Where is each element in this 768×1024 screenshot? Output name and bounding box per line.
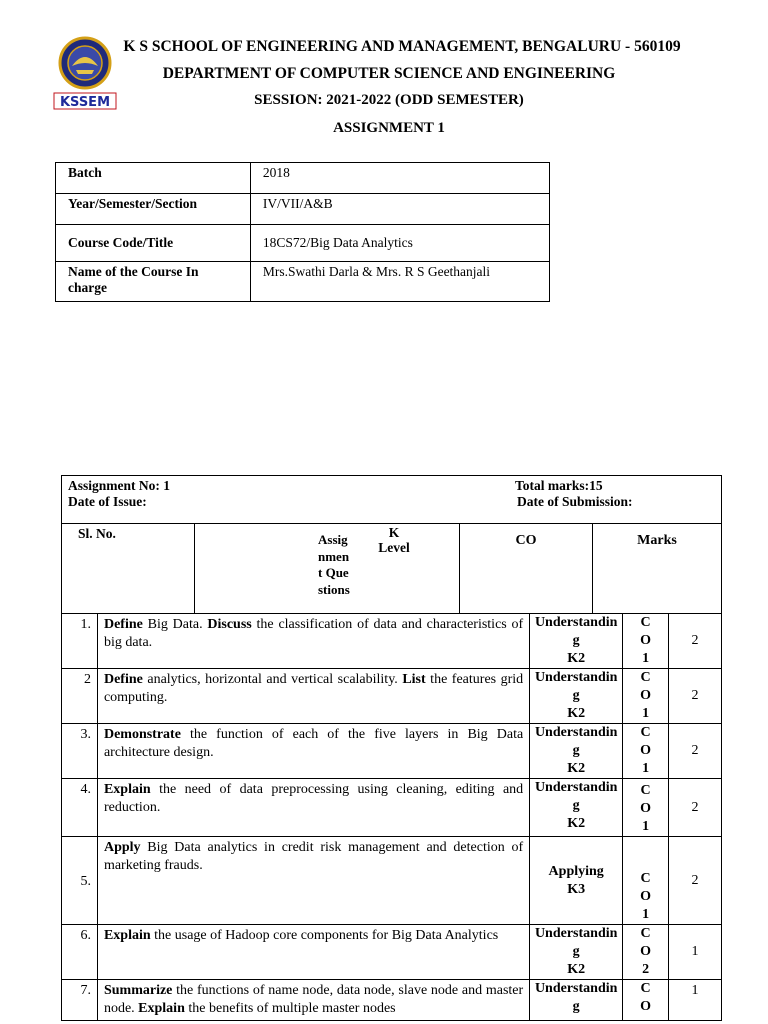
question-marks: 2: [669, 724, 722, 779]
question-number: 2: [62, 669, 98, 724]
info-value: 2018: [250, 163, 549, 194]
question-marks: 2: [669, 779, 722, 837]
question-number: 6.: [62, 925, 98, 980]
question-verb: Explain: [103, 782, 151, 797]
info-label: Course Code/Title: [56, 225, 251, 262]
question-text: Demonstrate the function of each of the five layers in Big Data architecture design.: [97, 724, 529, 779]
question-verb: Define: [103, 617, 143, 632]
course-outcome: C O: [623, 980, 669, 1021]
question-verb: Explain: [103, 928, 151, 943]
question-verb: List: [402, 672, 426, 687]
question-row: [62, 724, 722, 779]
question-number: 3.: [62, 724, 98, 779]
course-outcome: C O 2: [623, 925, 669, 980]
column-sl-no: Sl. No.: [78, 526, 116, 541]
k-level-cell: Applying K3: [530, 837, 623, 925]
k-level-cell: Understandin g K2: [530, 779, 623, 837]
info-value: 18CS72/Big Data Analytics: [250, 225, 549, 262]
question-text: Apply Big Data analytics in credit risk management and detection of marketing frauds.: [97, 837, 529, 925]
course-outcome: C O 1: [623, 724, 669, 779]
question-row: [62, 779, 722, 837]
logo-text: KSSEM: [59, 95, 111, 110]
question-marks: 2: [669, 837, 722, 925]
course-outcome: C O 1: [623, 779, 669, 837]
question-verb: Demonstrate: [103, 727, 181, 742]
course-outcome: C O 1: [623, 614, 669, 669]
course-info-table: [55, 162, 550, 302]
question-text: Summarize the functions of name node, data node, slave node and master node. Explain the benefits of multiple master nodes: [97, 980, 529, 1021]
question-row: [62, 980, 722, 1021]
session-title: SESSION: 2021-2022 (ODD SEMESTER): [254, 92, 524, 108]
question-text: Explain the usage of Hadoop core components for Big Data Analytics: [97, 925, 529, 980]
question-marks: 1: [669, 925, 722, 980]
k-level-cell: Understandin g K2: [530, 614, 623, 669]
date-of-submission: Date of Submission:: [517, 494, 633, 509]
question-verb: Summarize: [103, 983, 173, 998]
k-level-cell: Understandin g K2: [530, 669, 623, 724]
question-number: 1.: [62, 614, 98, 669]
column-marks: Marks: [637, 533, 677, 548]
info-value: Mrs.Swathi Darla & Mrs. R S Geethanjali: [250, 262, 549, 302]
question-marks: 2: [669, 669, 722, 724]
question-verb: Discuss: [207, 617, 252, 632]
question-row: [62, 669, 722, 724]
question-row: [62, 837, 722, 925]
info-value: IV/VII/A&B: [250, 194, 549, 225]
total-marks: Total marks:15: [515, 478, 603, 493]
question-verb: Define: [103, 672, 143, 687]
date-of-issue: Date of Issue:: [68, 494, 147, 509]
k-level-cell: Understandin g K2: [530, 925, 623, 980]
info-label: Name of the Course In charge: [56, 262, 251, 302]
question-marks: 2: [669, 614, 722, 669]
course-outcome: C O 1: [623, 669, 669, 724]
info-label: Year/Semester/Section: [56, 194, 251, 225]
question-text: Define analytics, horizontal and vertical scalability. List the features grid computing.: [97, 669, 529, 724]
column-questions: Assignment Questions: [318, 532, 350, 597]
assignment-meta-box: [61, 475, 722, 523]
column-co: CO: [515, 533, 537, 548]
question-row: [62, 925, 722, 980]
question-verb: Explain: [138, 1001, 185, 1016]
k-level-cell: Understandin g K2: [530, 724, 623, 779]
table-header-row: [61, 523, 722, 614]
school-name: K S SCHOOL OF ENGINEERING AND MANAGEMENT, BENGALURU - 560109: [123, 38, 681, 55]
questions-table: [61, 613, 722, 1021]
assignment-number: Assignment No: 1: [68, 478, 171, 493]
question-number: 4.: [62, 779, 98, 837]
question-text: Define Big Data. Discuss the classification of data and characteristics of big data.: [97, 614, 529, 669]
course-outcome: C O 1: [623, 837, 669, 925]
question-number: 7.: [62, 980, 98, 1021]
question-marks: 1: [669, 980, 722, 1021]
question-verb: Apply: [103, 840, 141, 855]
question-text: Explain the need of data preprocessing using cleaning, editing and reduction.: [97, 779, 529, 837]
question-number: 5.: [62, 837, 98, 925]
question-row: [62, 614, 722, 669]
info-label: Batch: [56, 163, 251, 194]
assignment-title: ASSIGNMENT 1: [333, 120, 445, 136]
column-k-level: K Level: [378, 525, 410, 555]
k-level-cell: Understandin g: [530, 980, 623, 1021]
department-name: DEPARTMENT OF COMPUTER SCIENCE AND ENGINEERING: [162, 65, 616, 82]
